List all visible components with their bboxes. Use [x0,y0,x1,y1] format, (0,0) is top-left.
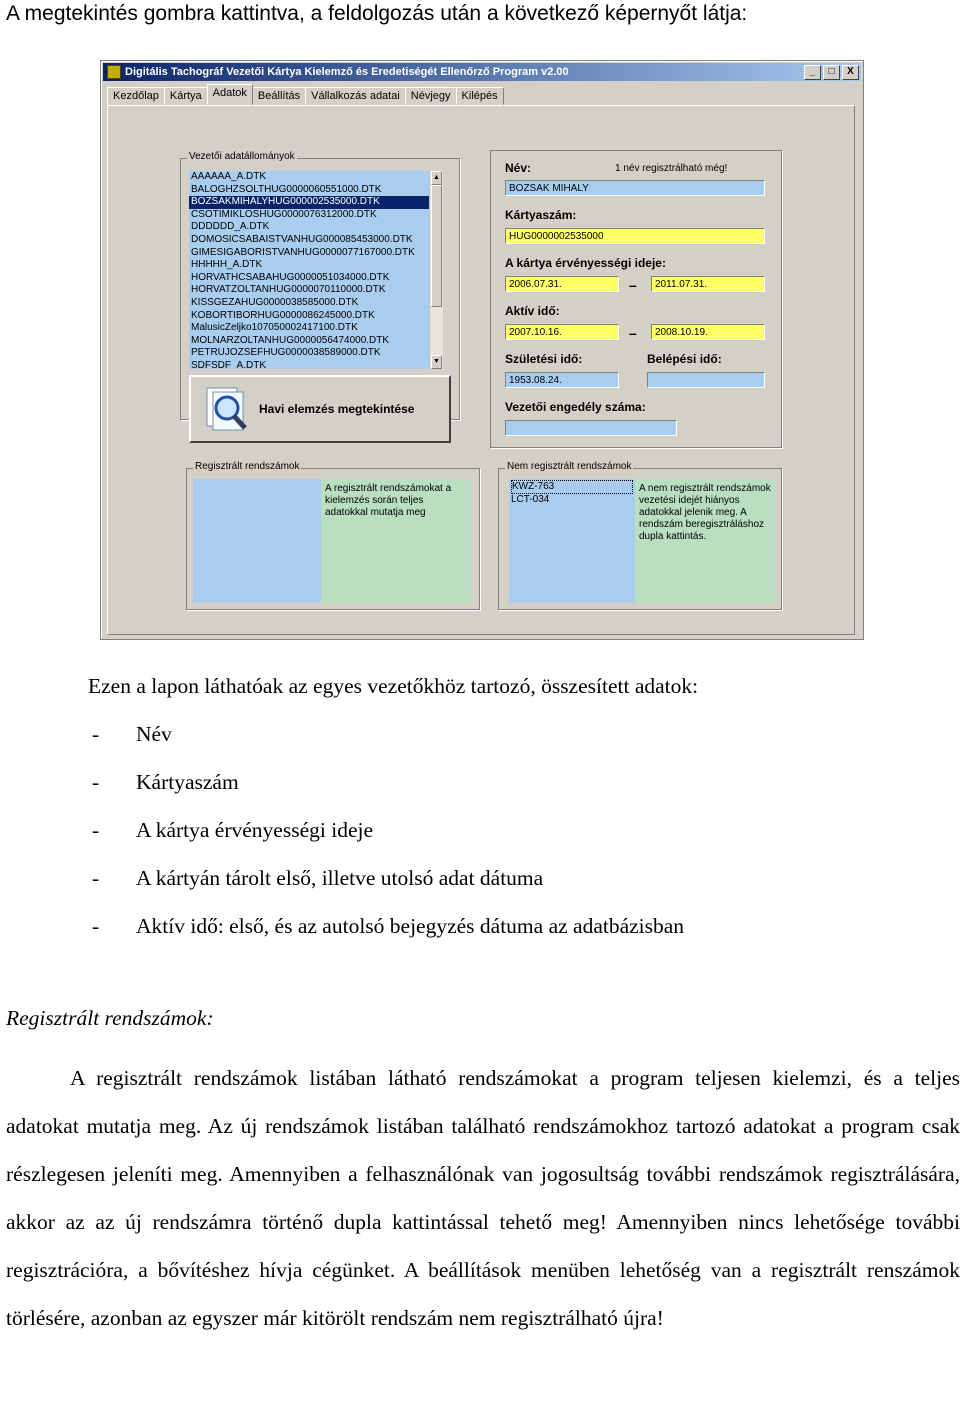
file-list-item[interactable]: GIMESIGABORISTVANHUG0000077167000.DTK [191,246,415,258]
file-list-item[interactable]: KOBORTIBORHUG0000086245000.DTK [191,309,375,321]
tab-bar [107,87,503,105]
unregistered-plates-note: A nem regisztrált rendszámok vezetési idejét hiányos adatokkal jelenik meg. A rendszám beregisztráláshoz dupla kattintás. [635,479,775,603]
active-to-field[interactable]: 2008.10.19. [651,324,765,340]
active-separator: – [629,325,637,341]
unregistered-plates-list[interactable] [509,479,635,603]
registered-plates-list[interactable] [193,479,321,603]
unregistered-plates-title: Nem regisztrált rendszámok [507,461,632,472]
minimize-button[interactable]: _ [804,65,821,80]
validity-to-field[interactable]: 2011.07.31. [651,276,765,292]
tab-beallitas[interactable]: Beállítás [252,87,306,105]
plate-item[interactable]: LCT-034 [511,494,550,505]
license-number-label: Vezetői engedély száma: [505,400,646,414]
scroll-thumb[interactable] [431,185,442,307]
summary-intro: Ezen a lapon láthatóak az egyes vezetőkhöz tartozó, összesített adatok: [88,674,699,698]
entry-date-field[interactable] [647,372,765,388]
driver-files-group [180,151,460,420]
license-number-field[interactable] [505,420,677,436]
tab-nevjegy[interactable]: Névjegy [405,87,457,105]
file-list-item[interactable]: HHHHH_A.DTK [191,259,263,271]
entry-date-label: Belépési idő: [647,352,722,366]
validity-separator: – [629,277,637,293]
file-list-item[interactable]: SDFSDF_A.DTK [191,359,267,369]
app-icon [107,65,121,79]
validity-from-field[interactable]: 2006.07.31. [505,276,619,292]
file-list-item[interactable]: DDDDDD_A.DTK [191,221,270,233]
bullet-text: Név [136,722,172,746]
bullet-dash: - [92,722,100,746]
file-list-item[interactable]: CSOTIMIKLOSHUG0000076312000.DTK [191,208,377,220]
file-list-item[interactable]: PETRUJOZSEFHUG0000038589000.DTK [191,347,381,359]
tab-kilepes[interactable]: Kilépés [456,87,504,105]
section-body [6,1054,960,1342]
bullet-text: A kártya érvényességi ideje [136,818,374,842]
file-list-item[interactable]: MOLNARZOLTANHUG0000056474000.DTK [191,334,390,346]
tab-kezdolap[interactable]: Kezdőlap [107,87,165,105]
registered-plates-title: Regisztrált rendszámok [195,461,300,472]
file-list-item[interactable]: BALOGHZSOLTHUG0000060551000.DTK [191,183,382,195]
magnifier-document-icon [201,384,251,434]
list-item [92,770,684,818]
intro-text: A megtekintés gombra kattintva, a feldolgozás után a következő képernyőt látja: [6,2,748,25]
summary-list [92,722,684,962]
body-paragraph: A regisztrált rendszámok listában látható rendszámokat a program teljesen kielemzi, és a teljes adatokat mutatja meg. Az új rendszámok listában található rendszámokhoz tartozó adatokat a program csak részlegesen jeleníti meg. Amennyiben a felhasználónak van jogosultság további rendszámok regisztrálására, akkor az az új rendszámra történő dupla kattintással tehető meg! Amennyiben nincs lehetősége további regisztrációra, a bővítéshez hívja cégünket. A beállítások menüben lehetőség van a regisztrált renszámok törlésére, azonban az egyszer már kitörölt rendszám nem regisztrálható újra! [6,1066,960,1330]
tab-vallalkozas-adatai[interactable]: Vállalkozás adatai [305,87,406,105]
tab-adatok[interactable]: Adatok [207,84,253,105]
card-number-label: Kártyaszám: [505,208,577,222]
list-item [92,818,684,866]
active-from-field[interactable]: 2007.10.16. [505,324,619,340]
scroll-down-icon[interactable]: ▼ [431,355,442,369]
driver-files-title: Vezetői adatállományok [189,151,295,162]
file-list-item[interactable]: KISSGEZAHUG0000038585000.DTK [191,296,359,308]
bullet-dash: - [92,770,100,794]
list-scrollbar[interactable] [429,171,443,369]
tab-panel [107,105,855,635]
validity-label: A kártya érvényességi ideje: [505,256,666,270]
file-list-item[interactable]: MalusicZeljko107050002417100.DTK [191,322,358,334]
close-button[interactable]: X [842,65,859,80]
window-title: Digitális Tachográf Vezetői Kártya Kielemző és Eredetiségét Ellenőrző Program v2.00 [125,66,569,78]
section-heading: Regisztrált rendszámok: [6,1006,214,1030]
maximize-button[interactable]: □ [823,65,840,80]
card-number-field[interactable]: HUG0000002535000 [505,228,765,244]
file-list-item[interactable]: AAAAAA_A.DTK [191,171,267,182]
bullet-dash: - [92,914,100,938]
app-window [100,60,864,640]
bullet-text: Aktív idő: első, és az autolsó bejegyzés dátuma az adatbázisban [136,914,685,938]
bullet-text: Kártyaszám [136,770,239,794]
registered-plates-group [186,461,480,610]
title-bar [103,63,861,81]
scroll-up-icon[interactable]: ▲ [431,171,442,185]
unregistered-plates-group [498,461,782,610]
list-item [92,914,684,962]
file-list-item[interactable]: HORVATHCSABAHUG0000051034000.DTK [191,271,390,283]
driver-files-list[interactable] [189,171,443,369]
registered-plates-note: A regisztrált rendszámokat a kielemzés során teljes adatokkal mutatja meg [321,479,471,603]
bullet-dash: - [92,818,100,842]
active-time-label: Aktív idő: [505,304,560,318]
birth-date-label: Születési idő: [505,352,583,366]
list-item [92,866,684,914]
monthly-analysis-label: Havi elemzés megtekintése [259,402,415,416]
file-list-item[interactable]: DOMOSICSABAISTVANHUG000085453000.DTK [191,233,413,245]
name-field[interactable]: BOZSAK MIHALY [505,180,765,196]
name-label: Név: [505,161,532,175]
tab-kartya[interactable]: Kártya [164,87,208,105]
birth-date-field[interactable]: 1953.08.24. [505,372,619,388]
plate-item[interactable]: KWZ-763 [511,480,633,494]
details-group [490,150,782,448]
bullet-text: A kártyán tárolt első, illetve utolsó adat dátuma [136,866,544,890]
file-list-item[interactable]: BOZSAKMIHALYHUG000002535000.DTK [189,196,443,209]
file-list-item[interactable]: HORVATZOLTANHUG0000070110000.DTK [191,284,386,296]
list-item [92,722,684,770]
monthly-analysis-button[interactable] [189,375,451,443]
bullet-dash: - [92,866,100,890]
remaining-count-label: 1 név regisztrálható még! [615,163,728,174]
